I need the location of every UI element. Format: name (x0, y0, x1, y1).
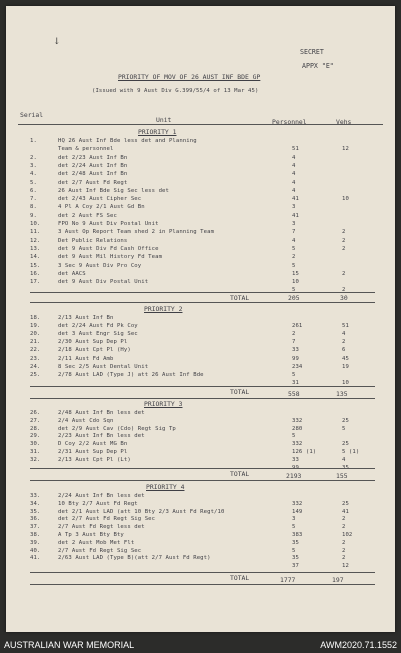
serial-cell: 36. (30, 516, 41, 523)
vehs-cell: 5 (342, 425, 346, 432)
priority-3-total-vehs: 155 (336, 472, 348, 480)
serial-cell: 31. (30, 449, 41, 455)
personnel-cell: 3 (292, 221, 296, 227)
serial-cell: 7. (30, 196, 37, 203)
serial-cell: 39. (30, 539, 41, 546)
personnel-cell: 3 (292, 204, 296, 211)
col-personnel-header: Personnel (272, 118, 307, 126)
personnel-cell: 2 (292, 254, 296, 261)
unit-cell: 10 Bty 2/7 Aust Fd Regt (58, 500, 138, 507)
unit-cell: det 2/23 Aust Inf Bn (58, 154, 128, 161)
personnel-cell: 7 (292, 339, 296, 346)
priority-2-total-personnel: 558 (288, 390, 300, 398)
vehs-cell: 10 (342, 196, 349, 203)
personnel-cell: 37 (292, 563, 299, 570)
vehs-cell: 4 (342, 331, 346, 338)
unit-cell: HQ 26 Aust Inf Bde less det and Planning (58, 138, 197, 144)
personnel-cell: 5 (292, 371, 296, 378)
personnel-cell: 51 (292, 146, 299, 153)
serial-cell: 32. (30, 456, 41, 463)
personnel-cell: 4 (292, 187, 296, 194)
personnel-cell: 99 (292, 355, 299, 362)
vehs-cell: 2 (342, 539, 346, 546)
personnel-cell: 4 (292, 171, 296, 178)
serial-cell: 3. (30, 162, 37, 169)
serial-cell: 30. (30, 441, 41, 448)
unit-cell: det 2 Aust FS Sec (58, 212, 117, 219)
serial-cell: 28. (30, 425, 41, 432)
col-unit-header: Unit (156, 116, 172, 124)
unit-cell: det 2/7 Aust Fd Regt Sig Sec (58, 516, 156, 523)
footer-source: AUSTRALIAN WAR MEMORIAL (4, 640, 135, 650)
serial-cell: 29. (30, 433, 41, 440)
serial-cell: 1. (30, 138, 37, 144)
unit-cell: det 9 Aust Div Postal Unit (58, 279, 149, 286)
col-vehs-header: Vehs (336, 118, 352, 126)
priority-1-heading: PRIORITY 1 (138, 128, 177, 136)
personnel-cell: 2 (292, 331, 296, 338)
unit-cell: det 9 Aust Div Fd Cash Office (58, 245, 159, 252)
unit-cell: 2/11 Aust Fd Amb (58, 355, 114, 362)
unit-cell: 2/18 Aust Cpt Pl (Hy) (58, 347, 131, 354)
unit-cell: 2/7 Aust Fd Regt Sig Sec (58, 547, 142, 554)
serial-cell: 37. (30, 524, 41, 531)
unit-cell: 2/13 Aust Inf Bn (58, 315, 114, 321)
unit-cell: 3 Sec 9 Aust Div Pro Coy (58, 262, 142, 269)
serial-cell: 11. (30, 229, 41, 236)
priority-1-total-label: TOTAL (230, 294, 250, 302)
priority-4-total-personnel: 1777 (280, 576, 296, 584)
page-subtitle: (Issued with 9 Aust Div G.399/55/4 of 13 Mar 45) (92, 88, 259, 94)
personnel-cell: 99 (292, 464, 299, 471)
serial-cell: 34. (30, 500, 41, 507)
serial-cell: 33. (30, 493, 41, 499)
priority-1-total-vehs: 30 (340, 294, 348, 302)
vehs-cell: 10 (342, 379, 349, 386)
unit-cell: 2/24 Aust Inf Bn less det (58, 493, 145, 499)
personnel-cell: 332 (292, 417, 303, 424)
personnel-cell: 5 (292, 524, 296, 531)
unit-cell: 2/13 Aust Cpt Pl (Lt) (58, 456, 131, 463)
personnel-cell: 261 (292, 323, 303, 330)
personnel-cell: 41 (292, 196, 299, 203)
serial-cell: 26. (30, 410, 41, 416)
unit-cell: 2/78 Aust LAD (Type J) att 26 Aust Inf Bde (58, 371, 204, 378)
document-page (6, 6, 395, 632)
vehs-cell: 35 (342, 464, 349, 471)
unit-cell: det 2/1 Aust LAD (att 10 Bty 2/3 Aust Fd Regt/10 (58, 508, 225, 515)
unit-cell: det 2/7 Aust Fd Regt (58, 179, 128, 186)
personnel-cell: 4 (292, 154, 296, 161)
unit-cell: 3 Aust Op Report Team shed 2 in Planning Team (58, 229, 215, 236)
priority-2-total-label: TOTAL (230, 388, 250, 396)
vehs-cell: 2 (342, 270, 346, 277)
unit-cell: 2/63 Aust LAD (Type B)(att 2/7 Aust Fd Regt) (58, 555, 211, 562)
unit-cell: A Tp 3 Aust Bty Bty (58, 532, 124, 538)
serial-cell: 4. (30, 171, 37, 178)
personnel-cell: 15 (292, 270, 299, 277)
priority-1-total-personnel: 205 (288, 294, 300, 302)
priority-2-total-vehs: 135 (336, 390, 348, 398)
serial-cell: 27. (30, 417, 41, 424)
vehs-cell: 51 (342, 323, 349, 330)
col-serial-header: Serial (20, 111, 44, 119)
serial-cell: 25. (30, 371, 41, 378)
personnel-cell: 10 (292, 279, 299, 286)
vehs-cell: 2 (342, 547, 346, 554)
personnel-cell: 5 (292, 547, 296, 554)
serial-cell: 23. (30, 355, 41, 362)
personnel-cell: 234 (292, 363, 303, 370)
personnel-cell: 332 (292, 500, 303, 507)
unit-cell: FPO No 9 Aust Div Postal Unit (58, 221, 159, 227)
serial-cell: 12. (30, 237, 41, 244)
serial-cell: 22. (30, 347, 41, 354)
vehs-cell: 2 (342, 524, 346, 531)
personnel-cell: 5 (292, 245, 296, 252)
vehs-cell: 2 (342, 339, 346, 346)
vehs-cell: 41 (342, 508, 349, 515)
vehs-cell: 2 (342, 287, 346, 294)
vehs-cell: 2 (342, 229, 346, 236)
personnel-cell: 33 (292, 347, 299, 354)
personnel-cell: 35 (292, 539, 299, 546)
serial-cell: 18. (30, 315, 41, 321)
pen-mark: ↓ (53, 37, 61, 47)
vehs-cell: 2 (342, 555, 346, 562)
vehs-cell: 19 (342, 363, 349, 370)
serial-cell: 35. (30, 508, 41, 515)
unit-cell: Det Public Relations (58, 237, 128, 244)
unit-cell: 2/4 Aust Cdo Sqn (58, 417, 114, 424)
page-title: PRIORITY OF MOV OF 26 AUST INF BDE GP (118, 73, 261, 81)
serial-cell: 24. (30, 363, 41, 370)
serial-cell: 38. (30, 532, 41, 538)
personnel-cell: 3 (292, 516, 296, 523)
personnel-cell: 7 (292, 229, 296, 236)
personnel-cell: 383 (292, 532, 303, 538)
vehs-cell: 2 (342, 237, 346, 244)
personnel-cell: 33 (292, 456, 299, 463)
serial-cell: 19. (30, 323, 41, 330)
unit-cell: det 9 Aust Mil History Fd Team (58, 254, 163, 261)
vehs-cell: 25 (342, 441, 349, 448)
unit-cell: det AACS (58, 270, 86, 277)
unit-cell: 4 Pl A Coy 2/1 Aust Gd Bn (58, 204, 145, 211)
personnel-cell: 280 (292, 425, 303, 432)
serial-cell: 6. (30, 187, 37, 194)
vehs-cell: 12 (342, 563, 349, 570)
serial-cell: 9. (30, 212, 37, 219)
serial-cell: 14. (30, 254, 41, 261)
personnel-cell: 4 (292, 162, 296, 169)
personnel-cell: 41 (292, 212, 299, 219)
unit-cell: 2/31 Aust Sup Dep Pl (58, 449, 128, 455)
serial-cell: 15. (30, 262, 41, 269)
unit-cell: 8 Sec 2/5 Aust Dental Unit (58, 363, 149, 370)
vehs-cell: 12 (342, 146, 349, 153)
unit-cell: det 2/43 Aust Cipher Sec (58, 196, 142, 203)
personnel-cell: 149 (292, 508, 303, 515)
unit-cell: det 3 Aust Engr Sig Sec (58, 331, 138, 338)
serial-cell: 8. (30, 204, 37, 211)
personnel-cell: 332 (292, 441, 303, 448)
vehs-cell: 25 (342, 500, 349, 507)
priority-4-heading: PRIORITY 4 (146, 483, 185, 491)
vehs-cell: 45 (342, 355, 349, 362)
vehs-cell: 2 (342, 245, 346, 252)
serial-cell: 2. (30, 154, 37, 161)
vehs-cell: 102 (342, 532, 353, 538)
footer-accession: AWM2020.71.1552 (320, 640, 397, 650)
archive-footer (0, 636, 401, 653)
priority-4-total-label: TOTAL (230, 574, 250, 582)
serial-cell: 17. (30, 279, 41, 286)
unit-cell: 2/7 Aust Fd Regt less det (58, 524, 145, 531)
serial-cell: 10. (30, 221, 41, 227)
appendix-label: APPX "E" (302, 62, 334, 70)
personnel-cell: 4 (292, 179, 296, 186)
unit-cell: det 2/48 Aust Inf Bn (58, 171, 128, 178)
secret-label: SECRET (300, 48, 324, 56)
serial-cell: 21. (30, 339, 41, 346)
serial-cell: 40. (30, 547, 41, 554)
personnel-cell: 4 (292, 237, 296, 244)
personnel-cell: 126 (1) (292, 449, 317, 455)
serial-cell: 16. (30, 270, 41, 277)
unit-cell: det 2/24 Aust Fd Pk Coy (58, 323, 138, 330)
serial-cell: 13. (30, 245, 41, 252)
unit-cell: Team & personnel (58, 146, 114, 153)
vehs-cell: 2 (342, 516, 346, 523)
personnel-cell: 5 (292, 433, 296, 440)
unit-cell: 2/23 Aust Inf Bn less det (58, 433, 145, 440)
personnel-cell: 31 (292, 379, 299, 386)
unit-cell: det 2/9 Aust Cav (Cdo) Regt Sig Tp (58, 425, 176, 432)
unit-cell: D Coy 2/2 Aust MG Bn (58, 441, 128, 448)
unit-cell: 26 Aust Inf Bde Sig Sec less det (58, 187, 169, 194)
priority-3-total-label: TOTAL (230, 470, 250, 478)
serial-cell: 41. (30, 555, 41, 562)
unit-cell: det 2/24 Aust Inf Bn (58, 162, 128, 169)
unit-cell: 2/48 Aust Inf Bn less det (58, 410, 145, 416)
vehs-cell: 6 (342, 347, 346, 354)
priority-2-heading: PRIORITY 2 (144, 305, 183, 313)
priority-3-heading: PRIORITY 3 (144, 400, 183, 408)
unit-cell: det 2 Aust Mob Met Flt (58, 539, 135, 546)
personnel-cell: 5 (292, 262, 296, 269)
vehs-cell: 25 (342, 417, 349, 424)
personnel-cell: 35 (292, 555, 299, 562)
priority-4-total-vehs: 197 (332, 576, 344, 584)
vehs-cell: 4 (342, 456, 346, 463)
priority-3-total-personnel: 2193 (286, 472, 302, 480)
personnel-cell: 5 (292, 287, 296, 294)
unit-cell: 2/30 Aust Sup Dep Pl (58, 339, 128, 346)
serial-cell: 5. (30, 179, 37, 186)
vehs-cell: 5 (1) (342, 449, 360, 455)
serial-cell: 20. (30, 331, 41, 338)
